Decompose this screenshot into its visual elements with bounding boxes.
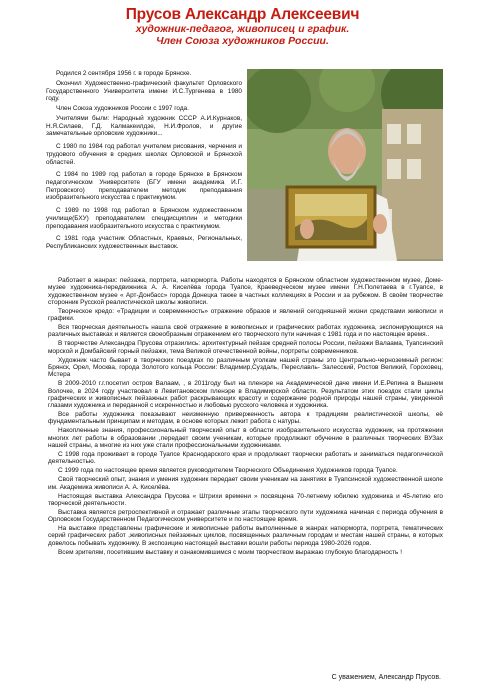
bio-paragraph: С 1989 по 1998 год работал в Брянском художественном училище(БХУ) преподавателем спецдисциплин и методики преподавания изобразительного искусства с практикумом. bbox=[46, 207, 242, 230]
main-paragraph: Все работы художника показывают неизменную приверженность автора к традициям реалистической школы, её фундаментальным принципам и методам, в основе которых лежит работа с натуры. bbox=[48, 411, 443, 426]
main-paragraph: Работает в жанрах: пейзажа, портрета, натюрморта. Работы находятся в Брянском областном художественном музее, Доме-музее художника-передвижника А. А. Киселёва города Туапсе, Краеведческом музее имени Г.Н.Полетаева в г.Туапсе, в художественном музее « Арт-Донбасс» города Донецка также в частных коллекциях в России и за рубежом. В своём творчестве сторонник Русской реалистической школы живописи. bbox=[48, 277, 443, 306]
bio-paragraph: Окончил Художественно-графический факультет Орловского Государственного Университета имени И.С.Тургенева в 1980 году. bbox=[46, 79, 242, 103]
main-paragraph: Настоящая выставка Александра Прусова « Штрихи времени » посвящена 70-летнему юбилею художника и 45-летию его творческой деятельности. bbox=[48, 492, 443, 507]
main-paragraph: В 2009-2010 г.г.посетил остров Валаам, , в 2011году был на пленэре на Академической даче имени И.Е.Репина в Вышнем Волочке, в 2024 году участвовал в Левитановском пленэре в Владимирской области. Результатом этих поездок стали циклы графических и живописных пейзажных работ раскрывающих красоту и содержание родной природы нашей страны, увиденной глазами художника и переданной с искренностью и любовью русского человека и художника. bbox=[48, 380, 443, 410]
main-paragraph: Творческое кредо: «Традиции и современность» отражение образов и явлений сегодняшней жизни средствами живописи и графики. bbox=[48, 307, 443, 323]
main-paragraph: Художник часто бывает в творческих поездках по различным уголкам нашей страны это Центрально-черноземный регион: Брянск, Орел, Москва, города Золотого кольца России: Владимир,Суздаль, Переславль- Залесский, Ростов Великий, Гороховец, Мстера bbox=[48, 356, 443, 379]
signature: С уважением, Александр Прусов. bbox=[331, 674, 441, 681]
bio-paragraph: С 1984 по 1989 год работал в городе Брянске в Брянском педагогическом Университете (БГУ имени академика И.Г. Петровского) преподавателем методик преподавания изобразительного искусства с практикумом. bbox=[46, 171, 242, 202]
bio-paragraph: Член Союза художников России с 1997 года. bbox=[56, 105, 189, 113]
main-paragraph: В творчестве Александра Прусова отразились: архитектурный пейзаж средней полосы России, пейзажи Валаама, Туапсинский морской и Домбайский горный пейзажи, тема Великой отечественной войны, портреты современников. bbox=[48, 340, 443, 355]
main-paragraph: Вся творческая деятельность нашла своё отражение в живописных и графических работах художника, экспонирующихся на различных выставках и является своеобразным отражением его творческого пути начиная с 1981 года и по настоящее время.. bbox=[48, 324, 443, 339]
main-paragraph: Всем зрителям, посетившим выставку и ознакомившимся с моим творчеством выражаю глубокую благодарность ! bbox=[58, 548, 402, 556]
main-paragraph: Накопленные знания, профессиональный творческий опыт в области изобразительного искусства художник, на протяжении многих лет работы в образовании ,передает своим ученикам, которые продолжают обучение в различных творческих ВУЗах нашей страны, а многие из них уже стали профессиональными художниками. bbox=[48, 427, 443, 450]
main-paragraph: С 1998 года проживает в городе Туапсе Краснодарского края и продолжает творчески работать и заниматься педагогической деятельностью. bbox=[48, 451, 443, 466]
artist-name: Прусов Александр Алексеевич bbox=[125, 6, 360, 23]
main-paragraph: Выставка является ретроспективной и отражает различные этапы творческого пути художника начиная с периода обучения в Орловском Государственном Педагогическом университете и по настоящее время. bbox=[48, 508, 443, 524]
bio-paragraph: Родился 2 сентября 1956 г. в городе Брянске. bbox=[56, 70, 192, 77]
main-paragraph: На выставке представлены графические и живописные работы выполненные в жанрах натюрморта, портрета, тематических серий графических работ ,живописных пейзажных циклов, посвященных различным городам и местам нашей страны, в которых довелось побывать художнику. В экспозицию настоящей выставки вошли работы периода 1980-2026 годов. bbox=[48, 525, 443, 547]
page-header bbox=[0, 6, 485, 47]
artist-photo-illustration bbox=[247, 69, 443, 261]
subtitle-role: художник-педагог, живописец и график. bbox=[135, 23, 350, 35]
main-paragraph: С 1999 года по настоящее время является руководителем Творческого Объединения Художников города Туапсе. bbox=[58, 467, 398, 475]
bio-paragraph: С 1981 года участник Областных, Краевых, Региональных, Республиканских художественных выставок. bbox=[46, 235, 242, 250]
artist-photo bbox=[247, 69, 443, 261]
main-paragraph: Свой творческий опыт, знания и умения художник передает своим ученикам на занятиях в Туапсинской художественной школе им. Академика живописи А. А. Киселёва. bbox=[48, 476, 443, 491]
bio-paragraph: Учителями были: Народный художник СССР А.И.Курнаков, Н.Я.Силаев, Г.Д. Калмакеилдзе, Н.И.Фролов, и другие замечательные орловские художники... bbox=[46, 115, 242, 138]
bio-paragraph: С 1980 по 1984 год работал учителем рисования, черчения и трудового обучения в средних школах Орловской и Брянской областей. bbox=[46, 143, 242, 166]
main-text bbox=[48, 277, 443, 558]
subtitle-membership: Член Союза художников России. bbox=[156, 35, 329, 47]
biography-column bbox=[46, 70, 242, 253]
